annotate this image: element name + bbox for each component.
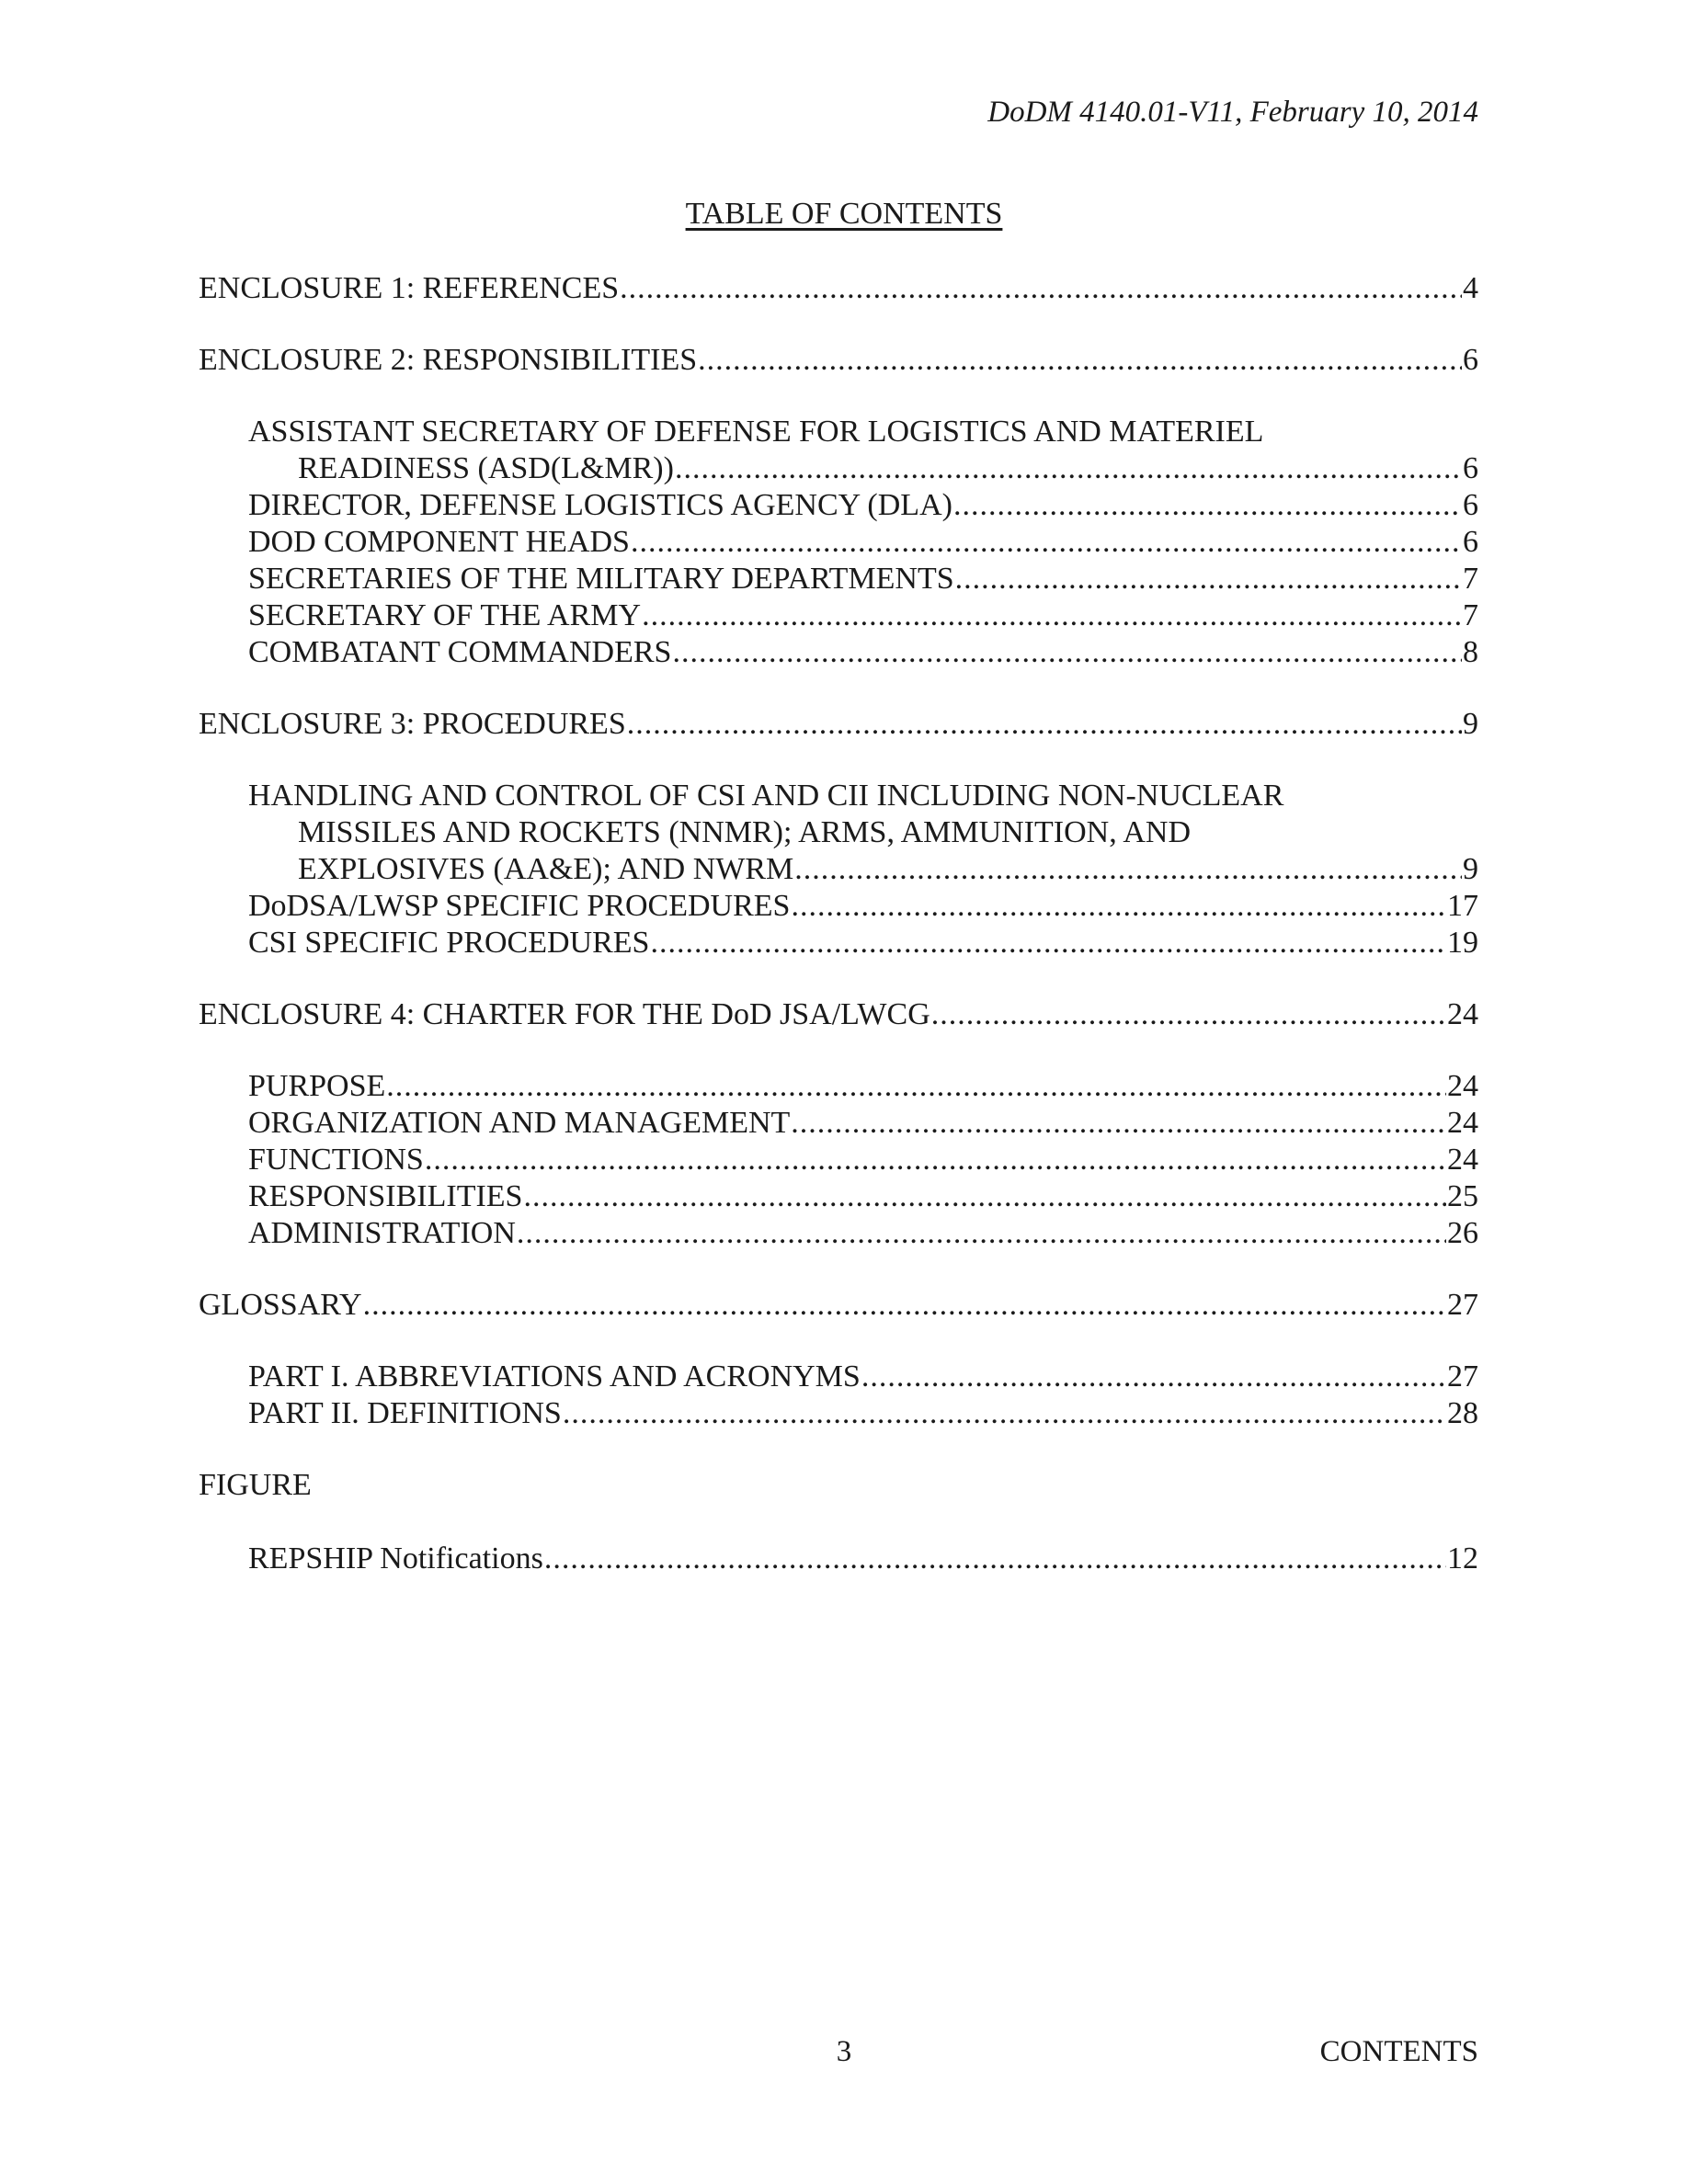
toc-entry-label: RESPONSIBILITIES	[248, 1179, 523, 1213]
toc-entry-csi-procedures[interactable]	[248, 925, 1478, 961]
toc-title-text: TABLE OF CONTENTS	[685, 197, 1003, 231]
toc-entry-glossary-part-1[interactable]	[248, 1359, 1478, 1395]
toc-entry-label: PART II. DEFINITIONS	[248, 1396, 562, 1430]
dot-leader	[953, 487, 1462, 524]
dot-leader	[672, 634, 1462, 671]
toc-entry-page: 6	[1463, 488, 1478, 522]
document-header: DoDM 4140.01-V11, February 10, 2014	[987, 96, 1478, 129]
toc-entry-page: 27	[1447, 1359, 1478, 1393]
dot-leader	[425, 1142, 1446, 1178]
toc-entry-label: PART I. ABBREVIATIONS AND ACRONYMS	[248, 1359, 861, 1393]
toc-entry-glossary[interactable]	[199, 1287, 1478, 1324]
toc-entry-purpose[interactable]	[248, 1068, 1478, 1105]
toc-entry-label: COMBATANT COMMANDERS	[248, 635, 672, 669]
dot-leader	[563, 1395, 1446, 1432]
toc-entry-handling[interactable]	[298, 851, 1478, 888]
toc-entry-page: 4	[1463, 271, 1478, 305]
toc-entry-page: 24	[1447, 1106, 1478, 1140]
dot-leader	[631, 524, 1462, 561]
dot-leader	[675, 450, 1462, 487]
toc-entry-label: SECRETARY OF THE ARMY	[248, 598, 642, 632]
dot-leader	[955, 561, 1462, 597]
toc-entry-page: 19	[1447, 926, 1478, 960]
toc-entry-enclosure-3[interactable]	[199, 706, 1478, 743]
toc-entry-page: 6	[1463, 525, 1478, 559]
toc-entry-label: ENCLOSURE 3: PROCEDURES	[199, 707, 626, 741]
toc-entry-page: 24	[1447, 1069, 1478, 1103]
toc-entry-enclosure-2[interactable]	[199, 342, 1478, 379]
dot-leader	[363, 1287, 1446, 1324]
dot-leader	[791, 888, 1446, 925]
toc-entry-label: REPSHIP Notifications	[248, 1541, 543, 1575]
toc-entry-page: 7	[1463, 562, 1478, 596]
toc-figure-heading: FIGURE	[199, 1468, 312, 1502]
toc-entry-label: ENCLOSURE 1: REFERENCES	[199, 271, 620, 305]
dot-leader	[931, 996, 1446, 1033]
toc-entry-page: 9	[1463, 852, 1478, 886]
toc-entry-label: SECRETARIES OF THE MILITARY DEPARTMENTS	[248, 562, 954, 596]
toc-entry-secretaries-military[interactable]	[248, 561, 1478, 597]
dot-leader	[861, 1359, 1446, 1395]
toc-entry-label: FUNCTIONS	[248, 1143, 424, 1177]
toc-entry-page: 26	[1447, 1216, 1478, 1250]
footer-section-label: CONTENTS	[1319, 2035, 1478, 2068]
dot-leader	[620, 270, 1462, 307]
toc-entry-page: 17	[1447, 889, 1478, 923]
toc-entry-label: DoDSA/LWSP SPECIFIC PROCEDURES	[248, 889, 791, 923]
toc-entry-enclosure-1[interactable]	[199, 270, 1478, 307]
toc-entry-handling-line-1[interactable]: HANDLING AND CONTROL OF CSI AND CII INCLUDING NON-NUCLEAR	[248, 779, 1284, 813]
toc-entry-label: CSI SPECIFIC PROCEDURES	[248, 926, 650, 960]
toc-entry-page: 24	[1447, 1143, 1478, 1177]
toc-entry-page: 7	[1463, 598, 1478, 632]
toc-entry-page: 25	[1447, 1179, 1478, 1213]
toc-entry-dodsa-lwsp[interactable]	[248, 888, 1478, 925]
dot-leader	[627, 706, 1462, 743]
toc-entry-label: GLOSSARY	[199, 1288, 362, 1322]
toc-entry-combatant-commanders[interactable]	[248, 634, 1478, 671]
dot-leader	[517, 1215, 1446, 1252]
dot-leader	[698, 342, 1462, 379]
toc-entry-asd[interactable]	[298, 450, 1478, 487]
toc-entry-asd-line-1[interactable]: ASSISTANT SECRETARY OF DEFENSE FOR LOGISTICS AND MATERIEL	[248, 415, 1264, 449]
toc-entry-label: DOD COMPONENT HEADS	[248, 525, 630, 559]
toc-entry-label: PURPOSE	[248, 1069, 386, 1103]
toc-entry-label: ORGANIZATION AND MANAGEMENT	[248, 1106, 791, 1140]
footer-page-number: 3	[836, 2035, 852, 2068]
dot-leader	[544, 1541, 1446, 1577]
toc-entry-page: 27	[1447, 1288, 1478, 1322]
dot-leader	[386, 1068, 1446, 1105]
toc-entry-page: 9	[1463, 707, 1478, 741]
toc-entry-dla[interactable]	[248, 487, 1478, 524]
toc-entry-secretary-army[interactable]	[248, 597, 1478, 634]
toc-entry-label: ADMINISTRATION	[248, 1216, 516, 1250]
toc-entry-label: ENCLOSURE 2: RESPONSIBILITIES	[199, 343, 698, 377]
toc-entry-glossary-part-2[interactable]	[248, 1395, 1478, 1432]
toc-entry-page: 24	[1447, 997, 1478, 1031]
toc-entry-responsibilities[interactable]	[248, 1178, 1478, 1215]
toc-entry-page: 6	[1463, 451, 1478, 485]
toc-entry-functions[interactable]	[248, 1142, 1478, 1178]
toc-entry-page: 8	[1463, 635, 1478, 669]
dot-leader	[642, 597, 1462, 634]
dot-leader	[523, 1178, 1446, 1215]
toc-entry-label: ENCLOSURE 4: CHARTER FOR THE DoD JSA/LWCG	[199, 997, 930, 1031]
toc-title	[0, 197, 1688, 232]
toc-entry-page: 28	[1447, 1396, 1478, 1430]
toc-entry-dod-component-heads[interactable]	[248, 524, 1478, 561]
toc-entry-repship[interactable]	[248, 1541, 1478, 1577]
toc-entry-label: READINESS (ASD(L&MR))	[298, 451, 674, 485]
toc-entry-handling-line-2[interactable]: MISSILES AND ROCKETS (NNMR); ARMS, AMMUNITION, AND	[298, 815, 1191, 849]
toc-entry-enclosure-4[interactable]	[199, 996, 1478, 1033]
toc-entry-administration[interactable]	[248, 1215, 1478, 1252]
toc-entry-page: 12	[1447, 1541, 1478, 1575]
dot-leader	[791, 1105, 1446, 1142]
toc-entry-label: DIRECTOR, DEFENSE LOGISTICS AGENCY (DLA)	[248, 488, 952, 522]
dot-leader	[650, 925, 1446, 961]
toc-entry-page: 6	[1463, 343, 1478, 377]
dot-leader	[794, 851, 1462, 888]
toc-entry-label: EXPLOSIVES (AA&E); AND NWRM	[298, 852, 794, 886]
toc-entry-organization[interactable]	[248, 1105, 1478, 1142]
